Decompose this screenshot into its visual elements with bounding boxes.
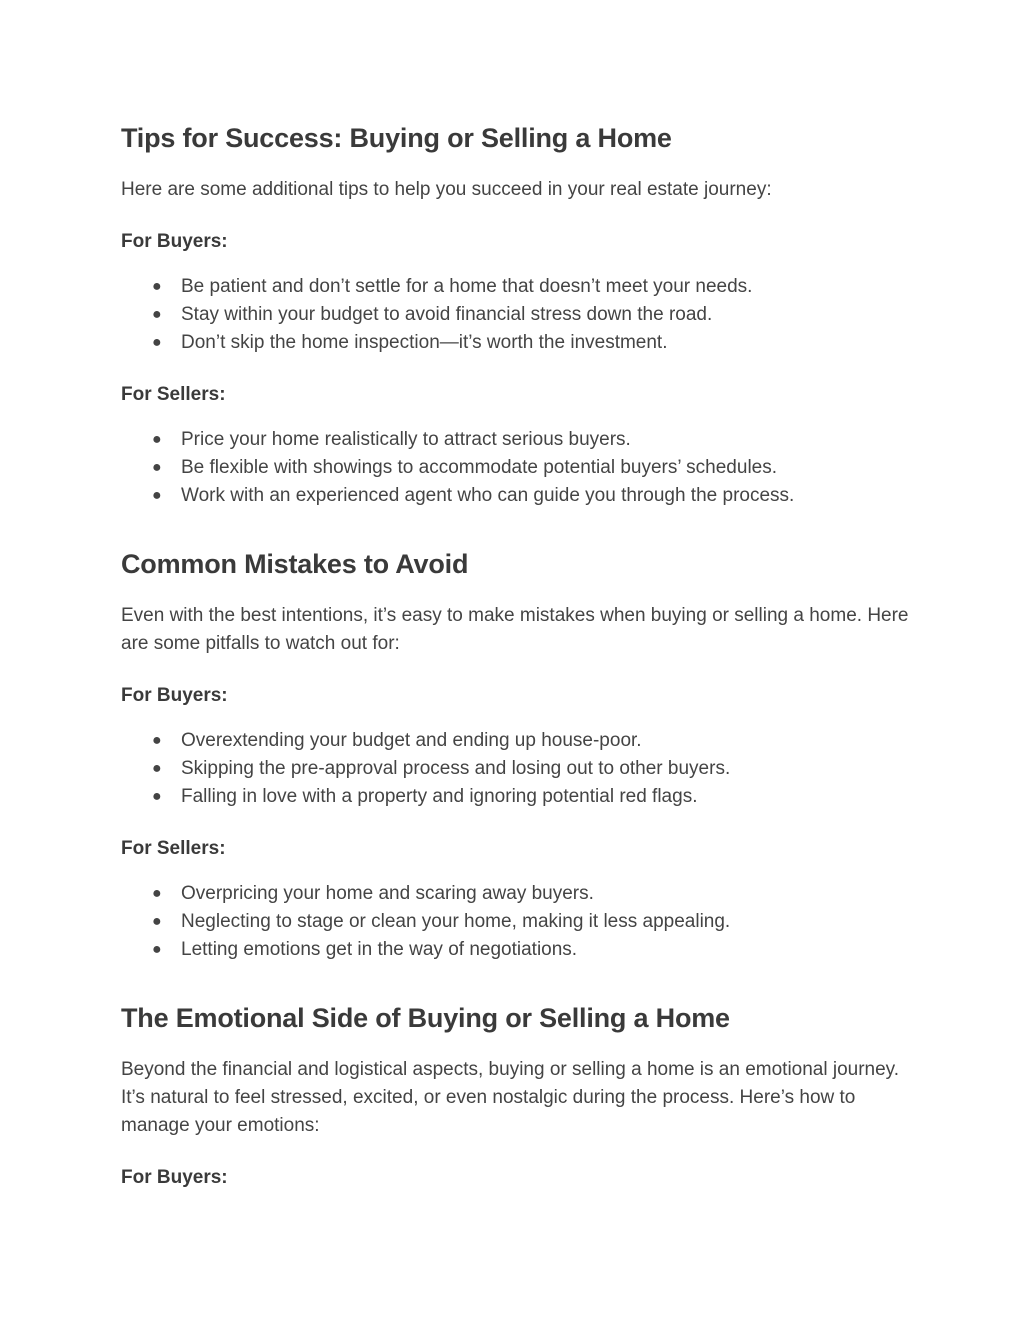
list-item	[121, 273, 911, 301]
list-item	[121, 301, 911, 329]
section-emotional-side	[121, 998, 911, 1192]
bullet-icon: ●	[152, 487, 162, 504]
list-item	[121, 880, 911, 908]
document-body	[121, 118, 911, 1192]
group-label-buyers: For Buyers:	[121, 1167, 228, 1188]
section-common-mistakes	[121, 544, 911, 964]
section-intro: Here are some additional tips to help you succeed in your real estate journey:	[121, 179, 772, 200]
section-intro: Beyond the financial and logistical aspects, buying or selling a home is an emotional journey. It’s natural to feel stressed, excited, or even nostalgic during the process. Here’s how to manage your emotions:	[121, 1059, 900, 1136]
bullet-icon: ●	[152, 459, 162, 476]
bullet-list	[121, 273, 911, 357]
list-item-text: Price your home realistically to attract serious buyers.	[181, 429, 631, 450]
list-item	[121, 482, 911, 510]
section-tips-for-success	[121, 118, 911, 510]
section-intro: Even with the best intentions, it’s easy to make mistakes when buying or selling a home. Here are some pitfalls to watch out for:	[121, 605, 909, 654]
list-item-text: Falling in love with a property and ignoring potential red flags.	[181, 786, 698, 807]
bullet-icon: ●	[152, 788, 162, 805]
bullet-list	[121, 426, 911, 510]
bullet-list	[121, 727, 911, 811]
list-item	[121, 329, 911, 357]
group-label-sellers: For Sellers:	[121, 384, 226, 405]
group-label-sellers: For Sellers:	[121, 838, 226, 859]
bullet-icon: ●	[152, 306, 162, 323]
section-heading: Tips for Success: Buying or Selling a Home	[121, 123, 672, 153]
bullet-icon: ●	[152, 941, 162, 958]
section-heading: The Emotional Side of Buying or Selling a Home	[121, 1003, 730, 1033]
list-item-text: Be patient and don’t settle for a home that doesn’t meet your needs.	[181, 276, 753, 297]
bullet-list	[121, 880, 911, 964]
bullet-icon: ●	[152, 760, 162, 777]
bullet-icon: ●	[152, 334, 162, 351]
bullet-icon: ●	[152, 885, 162, 902]
list-item	[121, 755, 911, 783]
group-label-buyers: For Buyers:	[121, 231, 228, 252]
list-item-text: Be flexible with showings to accommodate potential buyers’ schedules.	[181, 457, 778, 478]
list-item-text: Letting emotions get in the way of negotiations.	[181, 939, 578, 960]
list-item	[121, 426, 911, 454]
list-item-text: Neglecting to stage or clean your home, making it less appealing.	[181, 911, 731, 932]
bullet-icon: ●	[152, 431, 162, 448]
list-item	[121, 727, 911, 755]
list-item-text: Skipping the pre-approval process and losing out to other buyers.	[181, 758, 731, 779]
bullet-icon: ●	[152, 278, 162, 295]
list-item-text: Stay within your budget to avoid financial stress down the road.	[181, 304, 713, 325]
list-item-text: Work with an experienced agent who can guide you through the process.	[181, 485, 795, 506]
bullet-icon: ●	[152, 913, 162, 930]
list-item	[121, 936, 911, 964]
bullet-icon: ●	[152, 732, 162, 749]
group-label-buyers: For Buyers:	[121, 685, 228, 706]
list-item-text: Overpricing your home and scaring away buyers.	[181, 883, 594, 904]
list-item	[121, 783, 911, 811]
list-item	[121, 454, 911, 482]
list-item-text: Don’t skip the home inspection—it’s worth the investment.	[181, 332, 668, 353]
list-item	[121, 908, 911, 936]
list-item-text: Overextending your budget and ending up house-poor.	[181, 730, 642, 751]
section-heading: Common Mistakes to Avoid	[121, 549, 469, 579]
